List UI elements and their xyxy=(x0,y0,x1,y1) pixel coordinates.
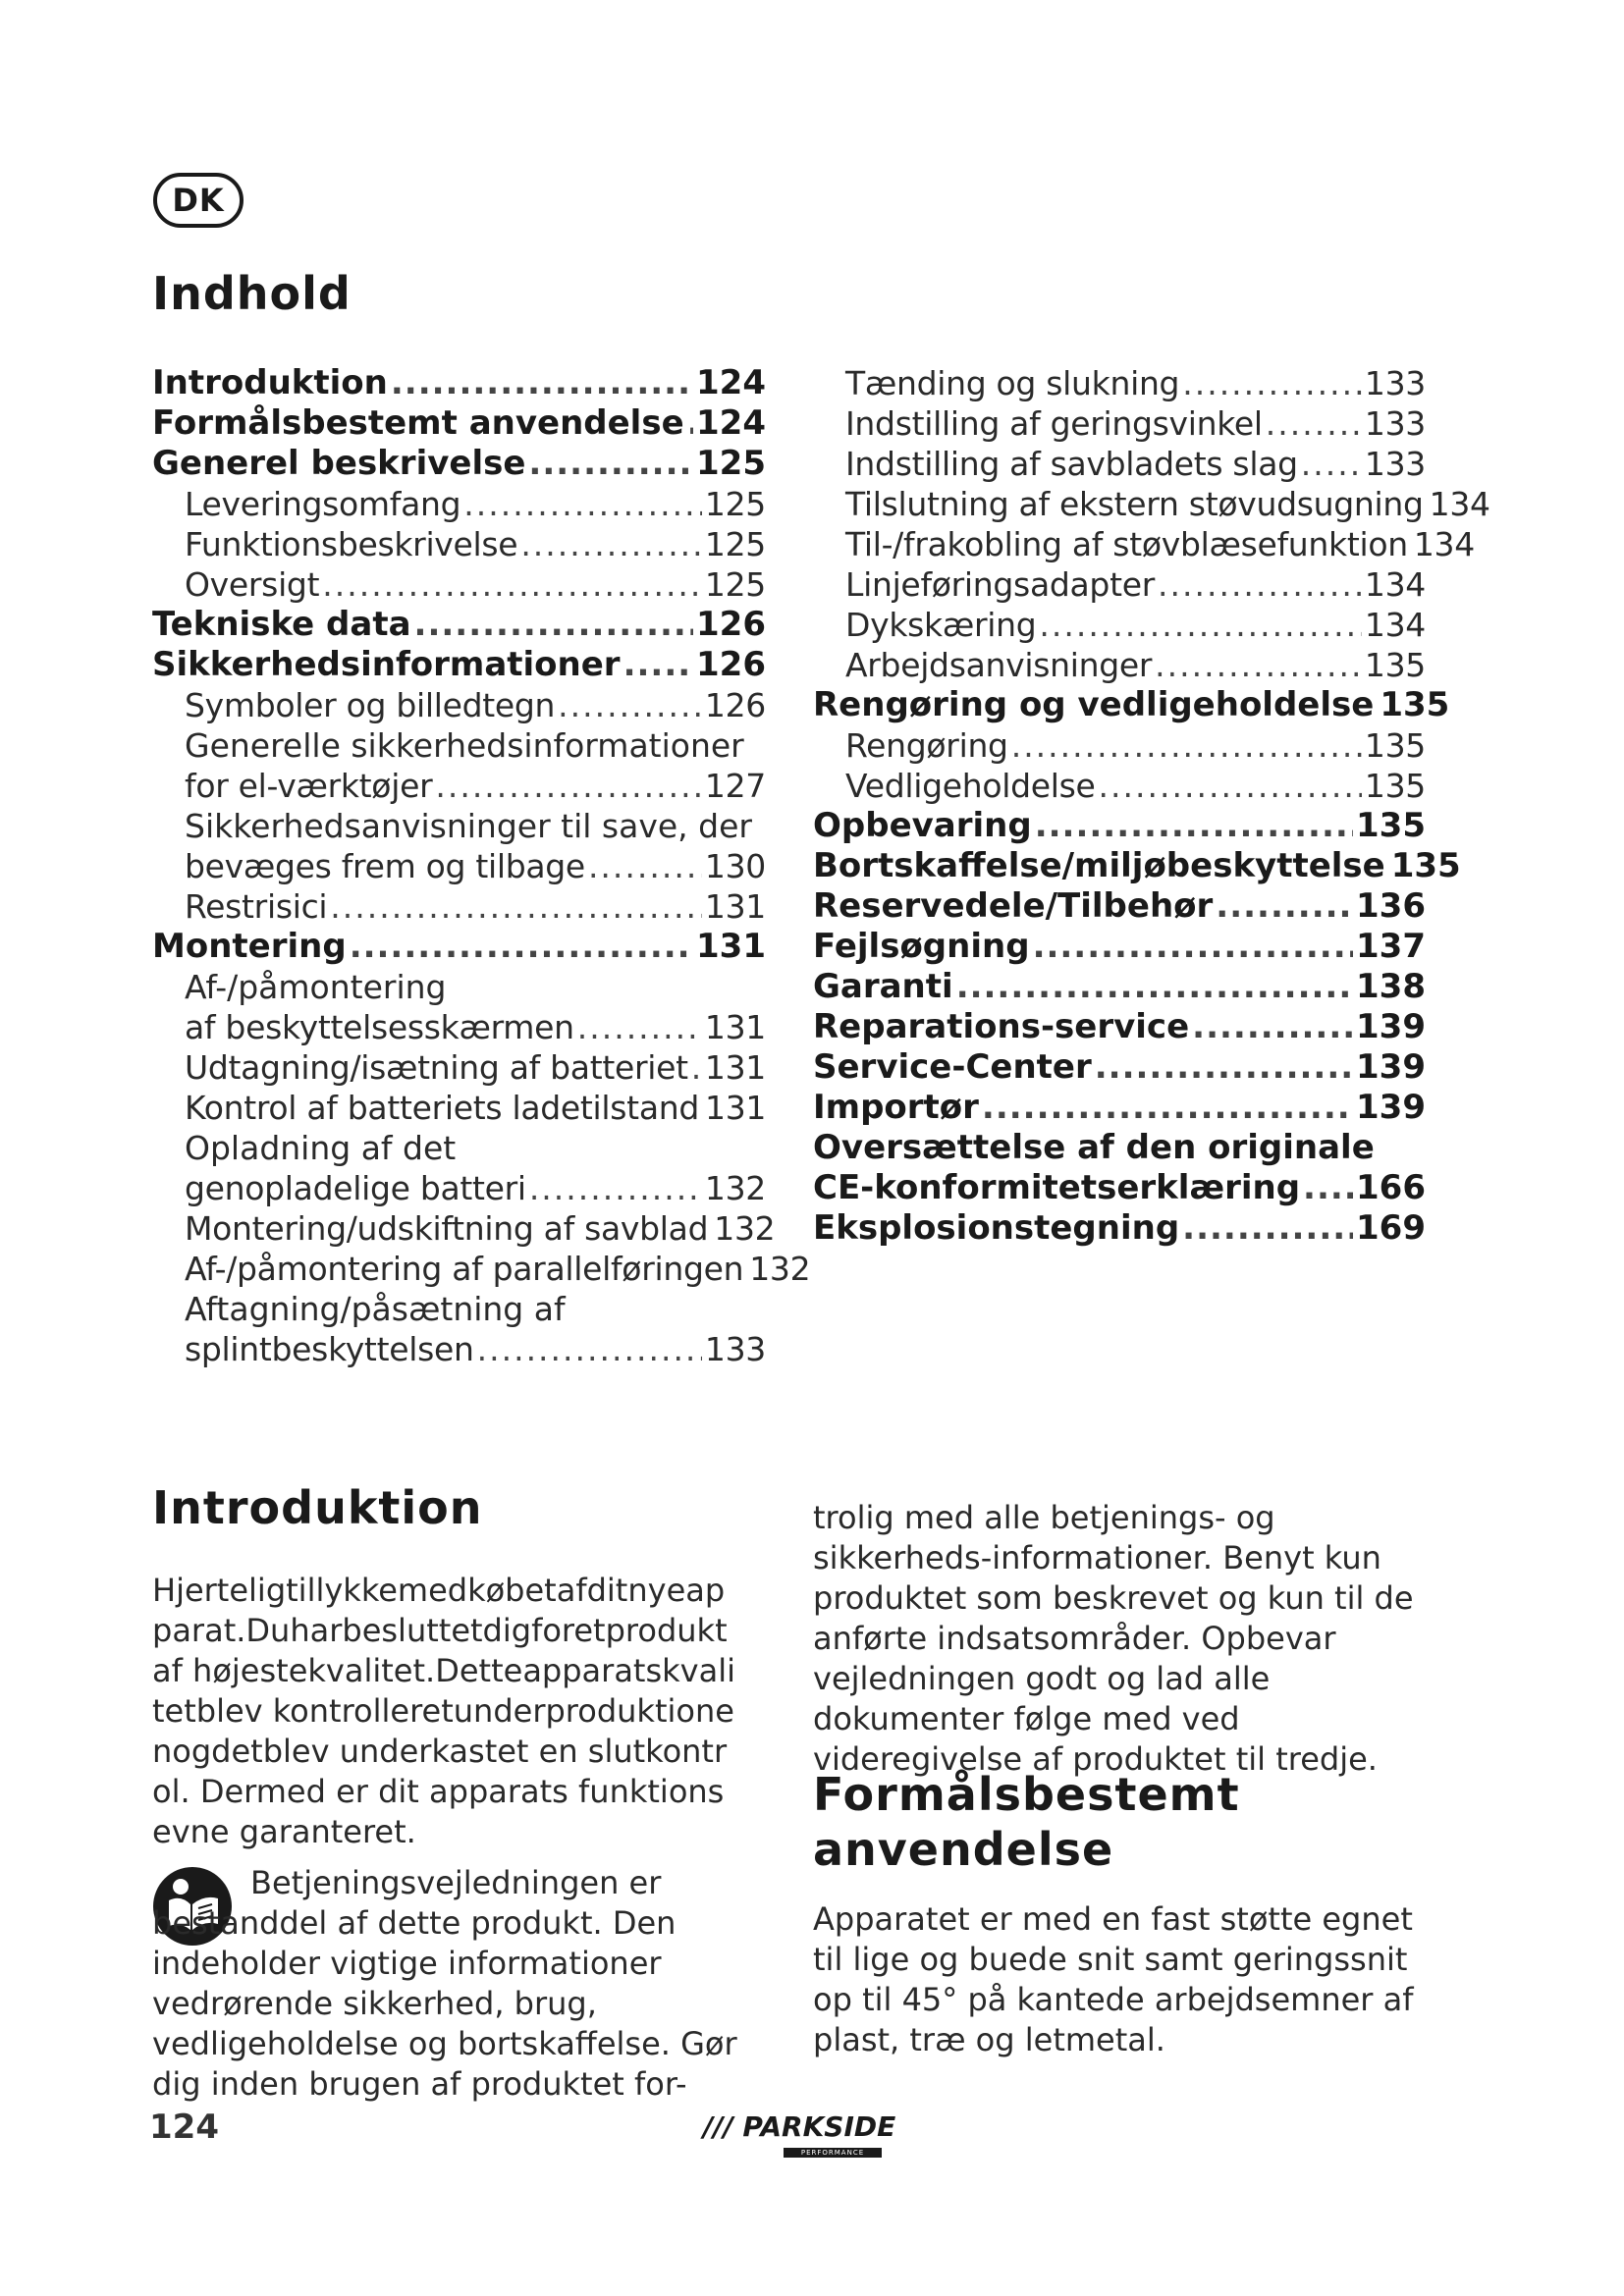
toc-leader-dots xyxy=(1035,806,1353,846)
toc-entry-page: 132 xyxy=(704,1169,766,1207)
toc-entry-page: 125 xyxy=(704,485,766,523)
toc-entry-title: Leveringsomfang xyxy=(185,485,461,523)
toc-leader-dots xyxy=(1301,444,1362,484)
toc-entry-page: 133 xyxy=(1364,404,1426,443)
usage-heading: Formålsbestemt anvendelse xyxy=(813,1768,1240,1876)
toc-entry[interactable] xyxy=(813,766,1426,806)
toc-entry-title: Sikkerhedsanvisninger til save, der xyxy=(185,807,752,845)
toc-leader-dots xyxy=(1266,403,1362,444)
toc-entry-page: 133 xyxy=(1364,445,1426,483)
toc-entry[interactable] xyxy=(813,1088,1426,1128)
toc-entry-page: 125 xyxy=(696,444,766,483)
toc-entry[interactable] xyxy=(152,1007,766,1047)
toc-entry-page: 131 xyxy=(705,1089,767,1127)
toc-entry-title: Funktionsbeskrivelse xyxy=(185,525,518,563)
toc-entry-page: 133 xyxy=(704,1330,766,1368)
toc-entry[interactable] xyxy=(152,685,766,725)
toc-leader-dots xyxy=(330,886,702,927)
toc-entry-title: Opbevaring xyxy=(813,806,1032,845)
toc-leader-dots xyxy=(529,1168,702,1208)
toc-entry[interactable] xyxy=(813,645,1426,685)
toc-entry-title: Fejlsøgning xyxy=(813,927,1030,966)
toc-entry-title: Udtagning/isætning af batteriet xyxy=(185,1048,688,1087)
toc-entry-title: af beskyttelsesskærmen xyxy=(185,1008,574,1046)
toc-entry-title: Aftagning/påsætning af xyxy=(185,1290,566,1328)
toc-leader-dots xyxy=(687,403,693,444)
intro-paragraph-3: trolig med alle betjenings- og sikkerheds-informationer. Benyt kun produktet som beskrevet og kun til de anførte indsatsområder. Opbevar vejledningen godt og lad alle dokumenter følge med ved videregivelse af produktet til tredje. xyxy=(813,1499,1414,1778)
toc-leader-dots xyxy=(1099,766,1362,806)
toc-left-column xyxy=(152,363,811,1369)
toc-entry[interactable] xyxy=(813,524,1475,564)
toc-entry-title: bevæges frem og tilbage xyxy=(185,847,585,885)
toc-entry-page: 131 xyxy=(704,887,766,926)
toc-entry-title: Rengøring xyxy=(845,726,1008,765)
toc-entry-page: 139 xyxy=(1356,1088,1426,1127)
toc-entry[interactable] xyxy=(813,564,1426,605)
toc-entry-page: 135 xyxy=(1364,726,1426,765)
brand-subtitle: PERFORMANCE xyxy=(784,2148,882,2158)
toc-leader-dots xyxy=(1095,1047,1353,1088)
toc-leader-dots xyxy=(1182,1208,1353,1249)
toc-leader-dots xyxy=(350,927,693,967)
toc-entry-page: 131 xyxy=(704,1048,766,1087)
toc-entry-title: Bortskaffelse/miljøbeskyttelse xyxy=(813,846,1385,885)
toc-entry[interactable] xyxy=(813,1007,1426,1047)
toc-entry[interactable] xyxy=(813,363,1426,403)
toc-entry-page: 124 xyxy=(696,403,766,443)
toc-entry[interactable] xyxy=(813,927,1426,967)
toc-entry-title: Reparations-service xyxy=(813,1007,1190,1046)
toc-entry-page: 125 xyxy=(704,525,766,563)
toc-entry-page: 135 xyxy=(1364,646,1426,684)
toc-entry-page: 133 xyxy=(1364,364,1426,402)
toc-entry-title: Arbejdsanvisninger xyxy=(845,646,1153,684)
toc-entry[interactable] xyxy=(152,524,766,564)
toc-entry-page: 125 xyxy=(704,565,766,604)
toc-entry[interactable] xyxy=(813,846,1461,886)
toc-leader-dots xyxy=(1155,645,1362,685)
toc-leader-dots xyxy=(322,564,702,605)
toc-entry[interactable] xyxy=(813,1208,1426,1249)
toc-entry-page: 135 xyxy=(1356,806,1426,845)
toc-entry-title: Symboler og billedtegn xyxy=(185,686,556,724)
toc-entry-title: Montering xyxy=(152,927,347,966)
toc-leader-dots xyxy=(435,766,702,806)
toc-entry-title: Af-/påmontering af parallelføringen xyxy=(185,1250,744,1288)
toc-leader-dots xyxy=(1011,725,1362,766)
brand-name: /// PARKSIDE xyxy=(703,2110,896,2143)
toc-entry[interactable] xyxy=(152,1249,811,1289)
toc-entry-page: 136 xyxy=(1356,886,1426,926)
toc-entry-title: Oversættelse af den originale xyxy=(813,1128,1375,1167)
toc-entry-page: 139 xyxy=(1356,1007,1426,1046)
toc-entry-title: Eksplosionstegning xyxy=(813,1208,1180,1248)
toc-entry-page: 126 xyxy=(696,645,766,684)
toc-entry-page: 131 xyxy=(704,1008,766,1046)
toc-leader-dots xyxy=(577,1007,702,1047)
toc-entry-page: 126 xyxy=(696,605,766,644)
toc-entry-title: splintbeskyttelsen xyxy=(185,1330,474,1368)
toc-entry-page: 138 xyxy=(1356,967,1426,1006)
toc-entry-title: CE-konformitetserklæring xyxy=(813,1168,1301,1207)
toc-entry-page: 130 xyxy=(704,847,766,885)
toc-entry-title: Reservedele/Tilbehør xyxy=(813,886,1214,926)
toc-entry-page: 126 xyxy=(704,686,766,724)
toc-right-column xyxy=(813,363,1490,1249)
toc-entry-page: 135 xyxy=(1390,846,1461,885)
toc-entry-page: 132 xyxy=(714,1209,776,1248)
toc-entry-title: Formålsbestemt anvendelse xyxy=(152,403,684,443)
toc-entry-title: Importør xyxy=(813,1088,979,1127)
toc-entry-title: Tænding og slukning xyxy=(845,364,1180,402)
toc-leader-dots xyxy=(528,444,693,484)
toc-entry-page: 135 xyxy=(1364,767,1426,805)
usage-paragraph: Apparatet er med en fast støtte egnet til lige og buede snit samt geringssnit op til 45° på kantede arbejdsemner af plast, træ og letmetal. xyxy=(813,1900,1414,2058)
toc-entry[interactable] xyxy=(152,846,766,886)
toc-leader-dots xyxy=(1158,564,1362,605)
toc-entry-title: Generelle sikkerhedsinformationer xyxy=(185,726,744,765)
toc-entry-page: 134 xyxy=(1364,565,1426,604)
toc-entry-title: Service-Center xyxy=(813,1047,1092,1087)
toc-leader-dots xyxy=(414,605,693,645)
toc-entry[interactable] xyxy=(813,444,1426,484)
toc-entry-page: 137 xyxy=(1356,927,1426,966)
toc-entry-title: Til-/frakobling af støvblæsefunktion xyxy=(845,525,1408,563)
toc-leader-dots xyxy=(956,967,1353,1007)
toc-leader-dots xyxy=(1182,363,1362,403)
toc-entry[interactable] xyxy=(152,484,766,524)
toc-entry-title: Linjeføringsadapter xyxy=(845,565,1155,604)
toc-entry[interactable] xyxy=(152,645,766,685)
toc-entry[interactable] xyxy=(152,725,766,766)
toc-entry[interactable] xyxy=(813,967,1426,1007)
language-badge: DK xyxy=(153,173,244,228)
intro-heading: Introduktion xyxy=(152,1481,483,1534)
toc-leader-dots xyxy=(391,363,693,403)
toc-entry-title: Opladning af det xyxy=(185,1129,457,1167)
toc-entry-page: 134 xyxy=(1413,525,1475,563)
toc-entry[interactable] xyxy=(813,1047,1426,1088)
toc-entry-title: Vedligeholdelse xyxy=(845,767,1096,805)
toc-entry[interactable] xyxy=(813,484,1490,524)
toc-entry[interactable] xyxy=(813,806,1426,846)
toc-entry-page: 134 xyxy=(1429,485,1490,523)
toc-entry[interactable] xyxy=(152,363,766,403)
toc-entry[interactable] xyxy=(813,685,1450,725)
toc-entry-page: 132 xyxy=(749,1250,811,1288)
toc-leader-dots xyxy=(623,645,693,685)
toc-entry-title: Montering/udskiftning af savblad xyxy=(185,1209,709,1248)
toc-entry-title: Kontrol af batteriets ladetilstand xyxy=(185,1089,700,1127)
toc-entry-title: Tekniske data xyxy=(152,605,411,644)
toc-leader-dots xyxy=(982,1088,1353,1128)
toc-entry-title: for el-værktøjer xyxy=(185,767,433,805)
toc-entry[interactable] xyxy=(152,927,766,967)
toc-leader-dots xyxy=(1216,886,1353,927)
toc-entry[interactable] xyxy=(152,766,766,806)
toc-leader-dots xyxy=(558,685,702,725)
toc-entry-title: Indstilling af geringsvinkel xyxy=(845,404,1263,443)
toc-entry-page: 139 xyxy=(1356,1047,1426,1087)
toc-entry-page: 127 xyxy=(704,767,766,805)
toc-leader-dots xyxy=(1303,1168,1353,1208)
toc-entry-title: Oversigt xyxy=(185,565,320,604)
toc-entry-title: Garanti xyxy=(813,967,953,1006)
toc-title: Indhold xyxy=(152,267,352,320)
toc-entry[interactable] xyxy=(152,605,766,645)
toc-entry[interactable] xyxy=(152,564,766,605)
toc-leader-dots xyxy=(520,524,702,564)
toc-entry[interactable] xyxy=(813,725,1426,766)
toc-entry-page: 135 xyxy=(1380,685,1450,724)
toc-entry[interactable] xyxy=(152,403,766,444)
toc-entry[interactable] xyxy=(152,1047,766,1088)
toc-leader-dots xyxy=(1039,605,1362,645)
toc-leader-dots xyxy=(691,1047,702,1088)
toc-entry-page: 166 xyxy=(1356,1168,1426,1207)
toc-entry-title: Dykskæring xyxy=(845,606,1037,644)
toc-entry[interactable] xyxy=(152,1128,766,1168)
toc-entry-title: Indstilling af savbladets slag xyxy=(845,445,1298,483)
toc-entry-page: 124 xyxy=(696,363,766,402)
toc-entry-title: Af-/påmontering xyxy=(185,968,447,1006)
toc-entry[interactable] xyxy=(152,967,766,1007)
toc-entry[interactable] xyxy=(813,605,1426,645)
toc-leader-dots xyxy=(477,1329,702,1369)
toc-entry[interactable] xyxy=(152,1088,766,1128)
toc-entry[interactable] xyxy=(813,1128,1426,1168)
toc-entry-page: 134 xyxy=(1364,606,1426,644)
intro-paragraph-2: Betjeningsvejledningen er bestanddel af dette produkt. Den indeholder vigtige informationer vedrørende sikkerhed, brug, vedligeholdelse og bortskaffelse. Gør dig inden brugen af produktet for- xyxy=(152,1864,737,2103)
toc-leader-dots xyxy=(588,846,702,886)
toc-entry[interactable] xyxy=(152,1208,776,1249)
toc-entry-page: 131 xyxy=(696,927,766,966)
toc-entry-title: Restrisici xyxy=(185,887,328,926)
toc-entry[interactable] xyxy=(813,1168,1426,1208)
page-number: 124 xyxy=(149,2108,219,2147)
toc-entry[interactable] xyxy=(152,1168,766,1208)
toc-entry[interactable] xyxy=(152,806,766,846)
toc-entry[interactable] xyxy=(813,886,1426,927)
toc-entry[interactable] xyxy=(152,1329,766,1369)
parkside-logo xyxy=(703,2110,896,2160)
toc-entry-title: Introduktion xyxy=(152,363,388,402)
intro-paragraph-1: Hjerteligtillykkemedkøbetafditnyeapparat.Duharbesluttetdigforetproduktaf højestekvalitet.Detteapparatskvalitetblev kontrolleretunderproduktionenogdetblev underkastet en slutkontrol. Dermed er dit apparats funktionsevne garanteret. xyxy=(152,1572,735,1850)
toc-entry-title: Tilslutning af ekstern støvudsugning xyxy=(845,485,1424,523)
toc-leader-dots xyxy=(463,484,702,524)
toc-entry[interactable] xyxy=(152,444,766,484)
toc-leader-dots xyxy=(1192,1007,1353,1047)
toc-entry[interactable] xyxy=(152,1289,766,1329)
toc-entry-title: Generel beskrivelse xyxy=(152,444,526,483)
toc-entry-title: Sikkerhedsinformationer xyxy=(152,645,621,684)
toc-entry-title: genopladelige batteri xyxy=(185,1169,526,1207)
toc-entry-title: Rengøring og vedligeholdelse xyxy=(813,685,1375,724)
toc-leader-dots xyxy=(1033,927,1353,967)
toc-entry[interactable] xyxy=(152,886,766,927)
toc-entry[interactable] xyxy=(813,403,1426,444)
toc-entry-page: 169 xyxy=(1356,1208,1426,1248)
